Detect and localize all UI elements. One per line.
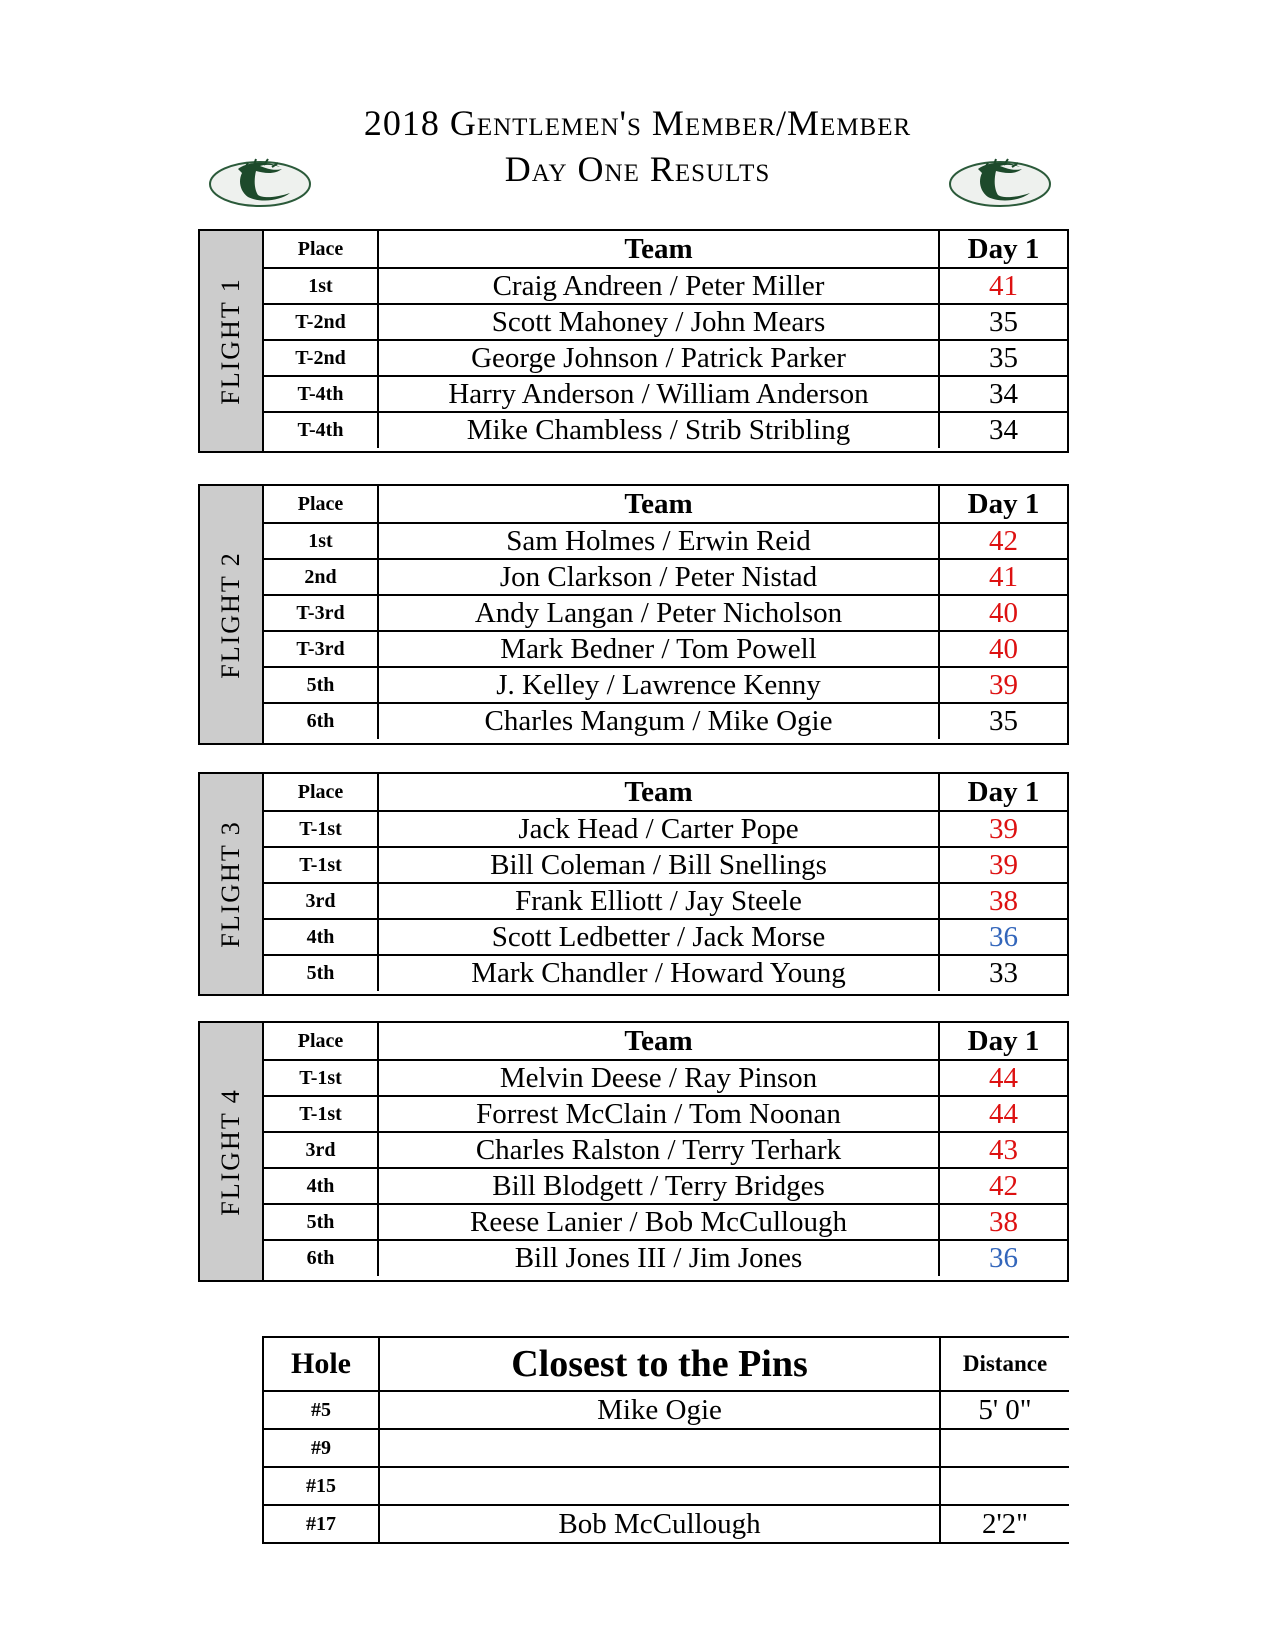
- place-cell: 5th: [264, 955, 378, 991]
- team-cell: Mike Chambless / Strib Stribling: [378, 412, 939, 448]
- table-row: [263, 1429, 1069, 1467]
- distance-header: Distance: [940, 1337, 1069, 1391]
- team-cell: Scott Mahoney / John Mears: [378, 304, 939, 340]
- table-row: [264, 1060, 1067, 1096]
- place-cell: 2nd: [264, 559, 378, 595]
- team-cell: Bill Jones III / Jim Jones: [378, 1240, 939, 1276]
- winner-cell: Mike Ogie: [379, 1391, 940, 1429]
- team-cell: Bill Coleman / Bill Snellings: [378, 847, 939, 883]
- day1-header: Day 1: [939, 486, 1067, 523]
- score-cell: 38: [939, 883, 1067, 919]
- team-header: Team: [378, 486, 939, 523]
- score-cell: 39: [939, 811, 1067, 847]
- winner-cell: [379, 1467, 940, 1505]
- team-cell: Harry Anderson / William Anderson: [378, 376, 939, 412]
- score-cell: 39: [939, 847, 1067, 883]
- distance-cell: 5' 0": [940, 1391, 1069, 1429]
- winner-cell: Bob McCullough: [379, 1505, 940, 1543]
- table-row: [264, 847, 1067, 883]
- day1-header: Day 1: [939, 774, 1067, 811]
- flight-label: [200, 486, 264, 743]
- flight-3-table: [198, 772, 1069, 996]
- page-title: 2018 Gentlemen's Member/Member: [363, 103, 912, 143]
- distance-cell: 2'2": [940, 1505, 1069, 1543]
- score-cell: 39: [939, 667, 1067, 703]
- flight-label: [200, 774, 264, 994]
- table-row: [264, 1240, 1067, 1276]
- table-row: [264, 559, 1067, 595]
- score-cell: 43: [939, 1132, 1067, 1168]
- table-row: [263, 1391, 1069, 1429]
- hole-cell: #5: [263, 1391, 379, 1429]
- place-header: Place: [264, 774, 378, 811]
- score-cell: 40: [939, 631, 1067, 667]
- score-cell: 44: [939, 1096, 1067, 1132]
- place-cell: T-2nd: [264, 340, 378, 376]
- closest-to-pins-table: [262, 1336, 1069, 1544]
- team-cell: Reese Lanier / Bob McCullough: [378, 1204, 939, 1240]
- table-row: [264, 1132, 1067, 1168]
- place-cell: 6th: [264, 703, 378, 739]
- team-header: Team: [378, 774, 939, 811]
- header-row: [264, 774, 1067, 811]
- club-logo-icon: [948, 155, 1052, 209]
- score-cell: 36: [939, 919, 1067, 955]
- table-row: [264, 811, 1067, 847]
- score-cell: 42: [939, 1168, 1067, 1204]
- table-row: [264, 412, 1067, 448]
- table-row: [263, 1505, 1069, 1543]
- day1-header: Day 1: [939, 231, 1067, 268]
- flight-label: [200, 231, 264, 451]
- header-row: [264, 1023, 1067, 1060]
- score-cell: 38: [939, 1204, 1067, 1240]
- place-cell: 4th: [264, 919, 378, 955]
- place-cell: T-3rd: [264, 595, 378, 631]
- place-cell: T-1st: [264, 847, 378, 883]
- winner-cell: [379, 1429, 940, 1467]
- table-row: [264, 376, 1067, 412]
- score-cell: 35: [939, 340, 1067, 376]
- table-row: [264, 1096, 1067, 1132]
- place-header: Place: [264, 231, 378, 268]
- team-cell: Forrest McClain / Tom Noonan: [378, 1096, 939, 1132]
- flight-4-table: [198, 1021, 1069, 1282]
- table-row: [264, 1168, 1067, 1204]
- table-row: [263, 1467, 1069, 1505]
- score-cell: 34: [939, 376, 1067, 412]
- table-row: [264, 304, 1067, 340]
- place-cell: T-1st: [264, 1096, 378, 1132]
- team-cell: George Johnson / Patrick Parker: [378, 340, 939, 376]
- table-row: [264, 1204, 1067, 1240]
- place-cell: 3rd: [264, 1132, 378, 1168]
- score-cell: 34: [989, 414, 1018, 446]
- table-row: [264, 340, 1067, 376]
- score-cell: 33: [989, 957, 1018, 989]
- team-cell: Melvin Deese / Ray Pinson: [378, 1060, 939, 1096]
- place-header: Place: [264, 486, 378, 523]
- place-cell: T-2nd: [264, 304, 378, 340]
- score-cell: 35: [989, 705, 1018, 737]
- distance-cell: [940, 1429, 1069, 1467]
- flight-label-text: FLIGHT 3: [216, 820, 245, 948]
- place-cell: 1st: [264, 523, 378, 559]
- team-cell: J. Kelley / Lawrence Kenny: [378, 667, 939, 703]
- team-header: Team: [378, 231, 939, 268]
- place-cell: 1st: [264, 268, 378, 304]
- score-cell: 41: [939, 559, 1067, 595]
- place-cell: 3rd: [264, 883, 378, 919]
- header-row: [264, 231, 1067, 268]
- table-row: [264, 268, 1067, 304]
- table-row: [264, 919, 1067, 955]
- place-cell: T-1st: [264, 811, 378, 847]
- hole-cell: #9: [263, 1429, 379, 1467]
- table-row: [264, 523, 1067, 559]
- flight-1-table: [198, 229, 1069, 453]
- team-cell: Jon Clarkson / Peter Nistad: [378, 559, 939, 595]
- place-cell: 4th: [264, 1168, 378, 1204]
- flight-2-table: [198, 484, 1069, 745]
- header-row: [264, 486, 1067, 523]
- team-cell: Andy Langan / Peter Nicholson: [378, 595, 939, 631]
- place-cell: 6th: [264, 1240, 378, 1276]
- team-cell: Mark Bedner / Tom Powell: [378, 631, 939, 667]
- place-cell: 5th: [264, 1204, 378, 1240]
- team-cell: Bill Blodgett / Terry Bridges: [378, 1168, 939, 1204]
- score-cell: 35: [939, 304, 1067, 340]
- place-cell: T-4th: [264, 376, 378, 412]
- team-cell: Charles Mangum / Mike Ogie: [378, 703, 939, 739]
- flight-label-text: FLIGHT 4: [216, 1087, 245, 1216]
- team-header: Team: [378, 1023, 939, 1060]
- table-row: [264, 955, 1067, 991]
- score-cell: 44: [939, 1060, 1067, 1096]
- place-header: Place: [264, 1023, 378, 1060]
- place-cell: 5th: [264, 667, 378, 703]
- page-subtitle: Day One Results: [504, 149, 771, 189]
- score-cell: 36: [989, 1242, 1018, 1274]
- team-cell: Mark Chandler / Howard Young: [378, 955, 939, 991]
- place-cell: T-3rd: [264, 631, 378, 667]
- distance-cell: [940, 1467, 1069, 1505]
- hole-cell: #17: [263, 1505, 379, 1543]
- table-row: [264, 631, 1067, 667]
- flight-label-text: FLIGHT 1: [216, 277, 245, 405]
- team-cell: Sam Holmes / Erwin Reid: [378, 523, 939, 559]
- place-cell: T-4th: [264, 412, 378, 448]
- hole-cell: #15: [263, 1467, 379, 1505]
- team-cell: Frank Elliott / Jay Steele: [378, 883, 939, 919]
- team-cell: Charles Ralston / Terry Terhark: [378, 1132, 939, 1168]
- closest-to-pins-header-row: [263, 1337, 1069, 1391]
- table-row: [264, 883, 1067, 919]
- team-cell: Scott Ledbetter / Jack Morse: [378, 919, 939, 955]
- table-row: [264, 595, 1067, 631]
- flight-label: [200, 1023, 264, 1280]
- table-row: [264, 667, 1067, 703]
- club-logo-icon: [208, 155, 312, 209]
- team-cell: Jack Head / Carter Pope: [378, 811, 939, 847]
- score-cell: 40: [939, 595, 1067, 631]
- hole-header: Hole: [263, 1337, 379, 1391]
- day1-header: Day 1: [939, 1023, 1067, 1060]
- score-cell: 42: [939, 523, 1067, 559]
- team-cell: Craig Andreen / Peter Miller: [378, 268, 939, 304]
- flight-label-text: FLIGHT 2: [216, 550, 245, 679]
- place-cell: T-1st: [264, 1060, 378, 1096]
- closest-to-pins-title: Closest to the Pins: [379, 1337, 940, 1391]
- score-cell: 41: [939, 268, 1067, 304]
- table-row: [264, 703, 1067, 739]
